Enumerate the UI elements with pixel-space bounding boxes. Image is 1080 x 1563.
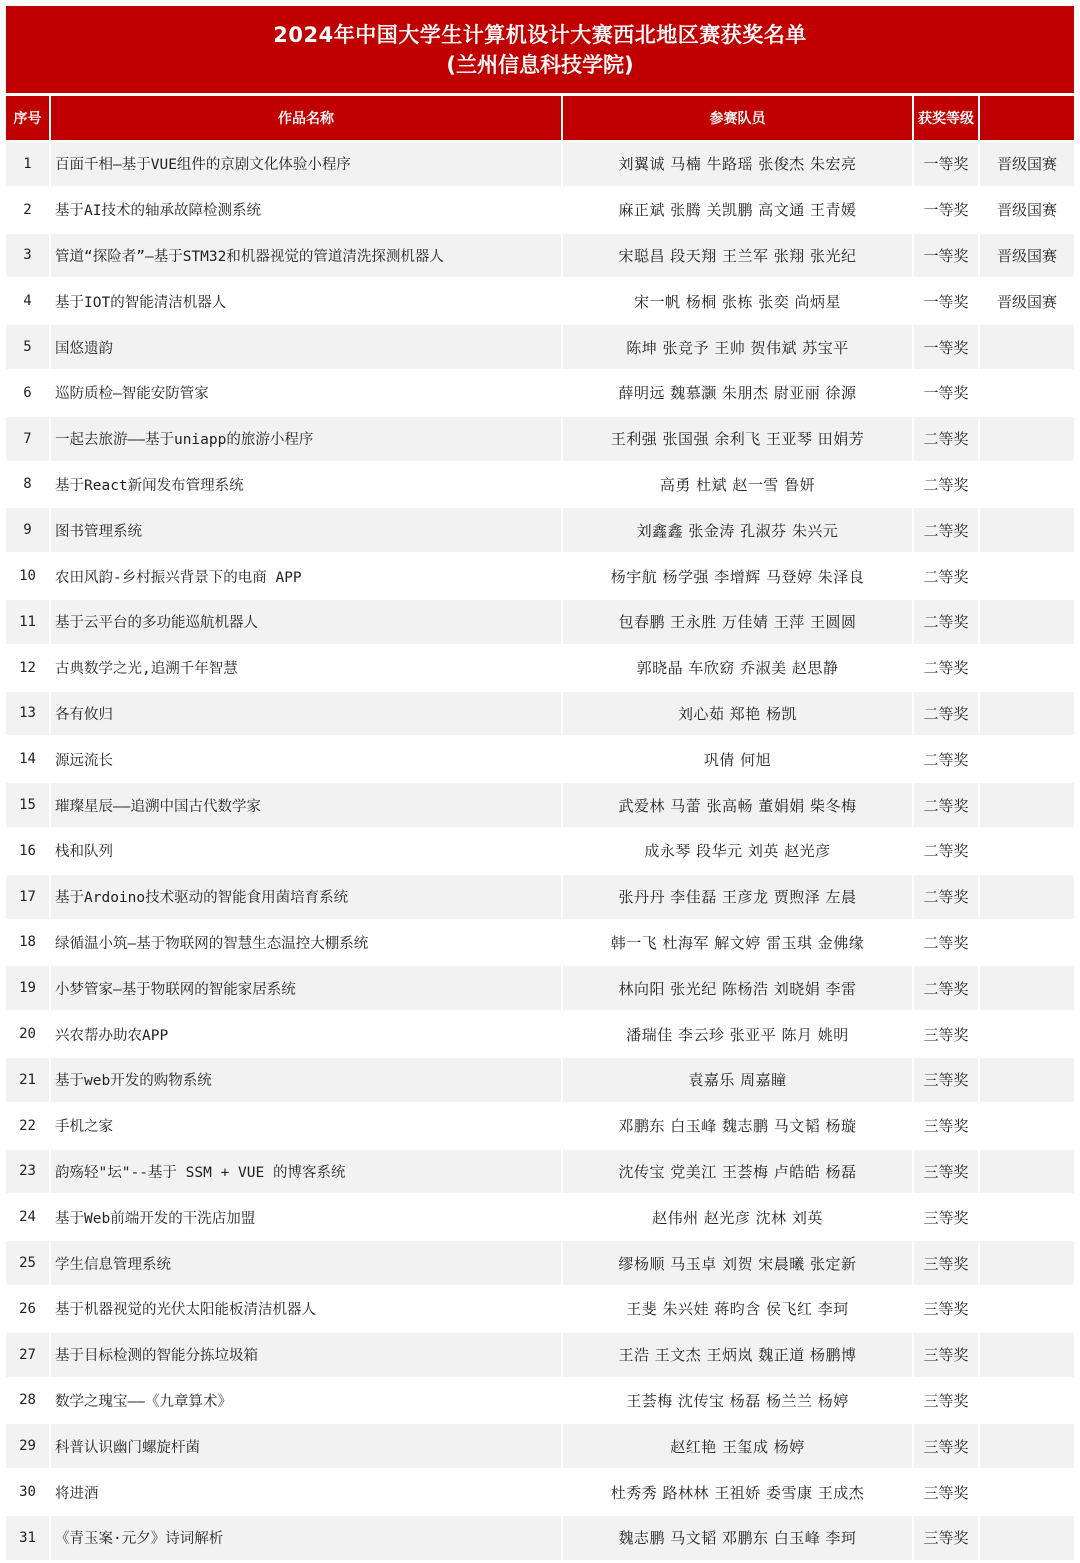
cell-note: [979, 462, 1074, 508]
cell-name: 栈和队列: [50, 828, 562, 874]
award-table: [6, 96, 1074, 1560]
cell-award: 二等奖: [913, 507, 979, 553]
cell-award: 二等奖: [913, 553, 979, 599]
cell-note: [979, 1103, 1074, 1149]
table-row: [6, 1332, 1074, 1378]
cell-note: [979, 645, 1074, 691]
cell-team: 张丹丹 李佳磊 王彦龙 贾煦泽 左晨: [562, 874, 913, 920]
cell-award: 三等奖: [913, 1194, 979, 1240]
table-row: [6, 553, 1074, 599]
cell-note: [979, 1469, 1074, 1515]
cell-num: 5: [6, 324, 50, 370]
cell-name: 基于云平台的多功能巡航机器人: [50, 599, 562, 645]
cell-team: 刘翼诚 马楠 牛路瑶 张俊杰 朱宏亮: [562, 141, 913, 187]
cell-num: 29: [6, 1423, 50, 1469]
cell-award: 三等奖: [913, 1332, 979, 1378]
cell-award: 三等奖: [913, 1240, 979, 1286]
table-row: [6, 1103, 1074, 1149]
cell-award: 三等奖: [913, 1423, 979, 1469]
cell-team: 赵红艳 王玺成 杨婷: [562, 1423, 913, 1469]
cell-name: 基于目标检测的智能分拣垃圾箱: [50, 1332, 562, 1378]
header-name: 作品名称: [50, 96, 562, 141]
cell-note: [979, 1011, 1074, 1057]
cell-num: 23: [6, 1149, 50, 1195]
cell-name: 管道“探险者”—基于STM32和机器视觉的管道清洗探测机器人: [50, 233, 562, 279]
cell-team: 缪杨顺 马玉卓 刘贺 宋晨曦 张定新: [562, 1240, 913, 1286]
cell-note: [979, 782, 1074, 828]
cell-name: 基于Web前端开发的干洗店加盟: [50, 1194, 562, 1240]
cell-award: 二等奖: [913, 874, 979, 920]
cell-award: 三等奖: [913, 1103, 979, 1149]
table-row: [6, 187, 1074, 233]
table-row: [6, 691, 1074, 737]
cell-team: 麻正斌 张腾 关凯鹏 高文通 王青媛: [562, 187, 913, 233]
cell-num: 27: [6, 1332, 50, 1378]
cell-award: 二等奖: [913, 782, 979, 828]
cell-name: 韵殇轻"坛"--基于 SSM + VUE 的博客系统: [50, 1149, 562, 1195]
cell-team: 高勇 杜斌 赵一雪 鲁妍: [562, 462, 913, 508]
cell-num: 30: [6, 1469, 50, 1515]
header-note: [979, 96, 1074, 141]
table-row: [6, 965, 1074, 1011]
page-subtitle: (兰州信息科技学院): [446, 52, 634, 77]
table-row: [6, 599, 1074, 645]
cell-team: 刘鑫鑫 张金涛 孔淑芬 朱兴元: [562, 507, 913, 553]
cell-note: [979, 324, 1074, 370]
cell-note: [979, 874, 1074, 920]
table-row: [6, 736, 1074, 782]
cell-name: 基于IOT的智能清洁机器人: [50, 278, 562, 324]
table-row: [6, 233, 1074, 279]
cell-team: 杜秀秀 路林林 王祖娇 委雪康 王成杰: [562, 1469, 913, 1515]
cell-note: [979, 1149, 1074, 1195]
cell-team: 袁嘉乐 周嘉瞳: [562, 1057, 913, 1103]
table-row: [6, 462, 1074, 508]
cell-name: 璀璨星辰——追溯中国古代数学家: [50, 782, 562, 828]
cell-award: 三等奖: [913, 1515, 979, 1560]
cell-team: 刘心茹 郑艳 杨凯: [562, 691, 913, 737]
cell-team: 成永琴 段华元 刘英 赵光彦: [562, 828, 913, 874]
cell-team: 武爱林 马蕾 张高畅 董娟娟 柴冬梅: [562, 782, 913, 828]
cell-award: 一等奖: [913, 370, 979, 416]
cell-num: 17: [6, 874, 50, 920]
cell-name: 巡防质检—智能安防管家: [50, 370, 562, 416]
cell-name: 各有攸归: [50, 691, 562, 737]
table-row: [6, 920, 1074, 966]
table-row: [6, 1011, 1074, 1057]
cell-num: 28: [6, 1378, 50, 1424]
table-row: [6, 1194, 1074, 1240]
cell-num: 25: [6, 1240, 50, 1286]
table-row: [6, 1240, 1074, 1286]
cell-name: 基于AI技术的轴承故障检测系统: [50, 187, 562, 233]
cell-num: 16: [6, 828, 50, 874]
table-row: [6, 782, 1074, 828]
cell-name: 学生信息管理系统: [50, 1240, 562, 1286]
cell-num: 7: [6, 416, 50, 462]
cell-note: [979, 370, 1074, 416]
cell-note: [979, 920, 1074, 966]
cell-award: 一等奖: [913, 324, 979, 370]
cell-num: 14: [6, 736, 50, 782]
cell-num: 20: [6, 1011, 50, 1057]
cell-team: 沈传宝 党美江 王荟梅 卢皓皓 杨磊: [562, 1149, 913, 1195]
table-header: [6, 96, 1074, 141]
cell-team: 赵伟州 赵光彦 沈林 刘英: [562, 1194, 913, 1240]
cell-name: 百面千相—基于VUE组件的京剧文化体验小程序: [50, 141, 562, 187]
table-row: [6, 507, 1074, 553]
cell-name: 将进酒: [50, 1469, 562, 1515]
header-num: 序号: [6, 96, 50, 141]
cell-num: 19: [6, 965, 50, 1011]
cell-team: 邓鹏东 白玉峰 魏志鹏 马文韬 杨璇: [562, 1103, 913, 1149]
cell-note: [979, 1515, 1074, 1560]
cell-note: [979, 965, 1074, 1011]
table-row: [6, 874, 1074, 920]
cell-team: 宋聪昌 段天翔 王兰军 张翔 张光纪: [562, 233, 913, 279]
cell-award: 三等奖: [913, 1286, 979, 1332]
cell-award: 一等奖: [913, 141, 979, 187]
cell-num: 15: [6, 782, 50, 828]
cell-name: 基于Ardoino技术驱动的智能食用菌培育系统: [50, 874, 562, 920]
cell-name: 图书管理系统: [50, 507, 562, 553]
cell-award: 二等奖: [913, 828, 979, 874]
cell-note: [979, 1194, 1074, 1240]
table-row: [6, 828, 1074, 874]
cell-award: 三等奖: [913, 1469, 979, 1515]
cell-name: 科普认识幽门螺旋杆菌: [50, 1423, 562, 1469]
cell-name: 《青玉案·元夕》诗词解析: [50, 1515, 562, 1560]
table-row: [6, 1149, 1074, 1195]
cell-num: 13: [6, 691, 50, 737]
cell-name: 源远流长: [50, 736, 562, 782]
cell-name: 基于web开发的购物系统: [50, 1057, 562, 1103]
cell-team: 陈坤 张竞予 王帅 贺伟斌 苏宝平: [562, 324, 913, 370]
cell-name: 国悠遗韵: [50, 324, 562, 370]
cell-name: 基于React新闻发布管理系统: [50, 462, 562, 508]
cell-note: [979, 1423, 1074, 1469]
cell-award: 一等奖: [913, 233, 979, 279]
cell-note: 晋级国赛: [979, 233, 1074, 279]
cell-team: 宋一帆 杨桐 张栋 张奕 尚炳星: [562, 278, 913, 324]
cell-award: 三等奖: [913, 1057, 979, 1103]
cell-num: 24: [6, 1194, 50, 1240]
cell-note: [979, 553, 1074, 599]
cell-num: 9: [6, 507, 50, 553]
cell-note: [979, 1240, 1074, 1286]
cell-name: 农田风韵-乡村振兴背景下的电商 APP: [50, 553, 562, 599]
cell-team: 韩一飞 杜海军 解文婷 雷玉琪 金佛缘: [562, 920, 913, 966]
cell-team: 薛明远 魏慕灏 朱朋杰 尉亚丽 徐源: [562, 370, 913, 416]
cell-team: 包春鹏 王永胜 万佳婧 王萍 王圆圆: [562, 599, 913, 645]
cell-award: 二等奖: [913, 965, 979, 1011]
cell-award: 二等奖: [913, 462, 979, 508]
cell-award: 三等奖: [913, 1149, 979, 1195]
cell-team: 王斐 朱兴娃 蒋昀含 侯飞红 李珂: [562, 1286, 913, 1332]
cell-team: 王利强 张国强 余利飞 王亚琴 田娟芳: [562, 416, 913, 462]
cell-award: 二等奖: [913, 736, 979, 782]
cell-note: 晋级国赛: [979, 187, 1074, 233]
cell-num: 1: [6, 141, 50, 187]
cell-note: [979, 416, 1074, 462]
cell-num: 10: [6, 553, 50, 599]
table-row: [6, 645, 1074, 691]
cell-team: 杨宇航 杨学强 李增辉 马登婷 朱泽良: [562, 553, 913, 599]
cell-award: 二等奖: [913, 416, 979, 462]
cell-award: 二等奖: [913, 645, 979, 691]
cell-note: [979, 1332, 1074, 1378]
cell-team: 魏志鹏 马文韬 邓鹏东 白玉峰 李珂: [562, 1515, 913, 1560]
cell-team: 潘瑞佳 李云珍 张亚平 陈月 姚明: [562, 1011, 913, 1057]
table-row: [6, 370, 1074, 416]
cell-num: 4: [6, 278, 50, 324]
table-row: [6, 1286, 1074, 1332]
cell-name: 数学之瑰宝——《九章算术》: [50, 1378, 562, 1424]
cell-note: [979, 1057, 1074, 1103]
page-title: 2024年中国大学生计算机设计大赛西北地区赛获奖名单: [273, 22, 807, 47]
title-banner: [6, 6, 1074, 93]
cell-num: 31: [6, 1515, 50, 1560]
cell-team: 郭晓晶 车欣窈 乔淑美 赵思静: [562, 645, 913, 691]
cell-award: 二等奖: [913, 691, 979, 737]
cell-award: 一等奖: [913, 187, 979, 233]
cell-note: [979, 1378, 1074, 1424]
cell-team: 王浩 王文杰 王炳岚 魏正道 杨鹏博: [562, 1332, 913, 1378]
cell-name: 基于机器视觉的光伏太阳能板清洁机器人: [50, 1286, 562, 1332]
cell-note: 晋级国赛: [979, 141, 1074, 187]
cell-note: [979, 1286, 1074, 1332]
cell-num: 11: [6, 599, 50, 645]
cell-num: 12: [6, 645, 50, 691]
cell-note: 晋级国赛: [979, 278, 1074, 324]
cell-award: 三等奖: [913, 1011, 979, 1057]
cell-name: 兴农帮办助农APP: [50, 1011, 562, 1057]
cell-note: [979, 828, 1074, 874]
header-team: 参赛队员: [562, 96, 913, 141]
cell-num: 26: [6, 1286, 50, 1332]
cell-name: 一起去旅游——基于uniapp的旅游小程序: [50, 416, 562, 462]
table-row: [6, 1057, 1074, 1103]
cell-num: 22: [6, 1103, 50, 1149]
cell-note: [979, 507, 1074, 553]
cell-num: 2: [6, 187, 50, 233]
table-row: [6, 1423, 1074, 1469]
cell-award: 三等奖: [913, 1378, 979, 1424]
table-row: [6, 1378, 1074, 1424]
table-row: [6, 1469, 1074, 1515]
cell-num: 3: [6, 233, 50, 279]
cell-name: 手机之家: [50, 1103, 562, 1149]
table-row: [6, 324, 1074, 370]
cell-name: 绿循温小筑—基于物联网的智慧生态温控大棚系统: [50, 920, 562, 966]
cell-num: 21: [6, 1057, 50, 1103]
header-award: 获奖等级: [913, 96, 979, 141]
cell-note: [979, 599, 1074, 645]
table-row: [6, 1515, 1074, 1560]
cell-num: 18: [6, 920, 50, 966]
cell-note: [979, 736, 1074, 782]
cell-team: 王荟梅 沈传宝 杨磊 杨兰兰 杨婷: [562, 1378, 913, 1424]
cell-award: 一等奖: [913, 278, 979, 324]
cell-note: [979, 691, 1074, 737]
table-row: [6, 416, 1074, 462]
cell-name: 小梦管家—基于物联网的智能家居系统: [50, 965, 562, 1011]
cell-team: 巩倩 何旭: [562, 736, 913, 782]
cell-num: 8: [6, 462, 50, 508]
cell-award: 二等奖: [913, 599, 979, 645]
cell-award: 二等奖: [913, 920, 979, 966]
cell-num: 6: [6, 370, 50, 416]
cell-name: 古典数学之光,追溯千年智慧: [50, 645, 562, 691]
cell-team: 林向阳 张光纪 陈杨浩 刘晓娟 李雷: [562, 965, 913, 1011]
table-row: [6, 278, 1074, 324]
table-row: [6, 141, 1074, 187]
table-body: [6, 141, 1074, 1560]
